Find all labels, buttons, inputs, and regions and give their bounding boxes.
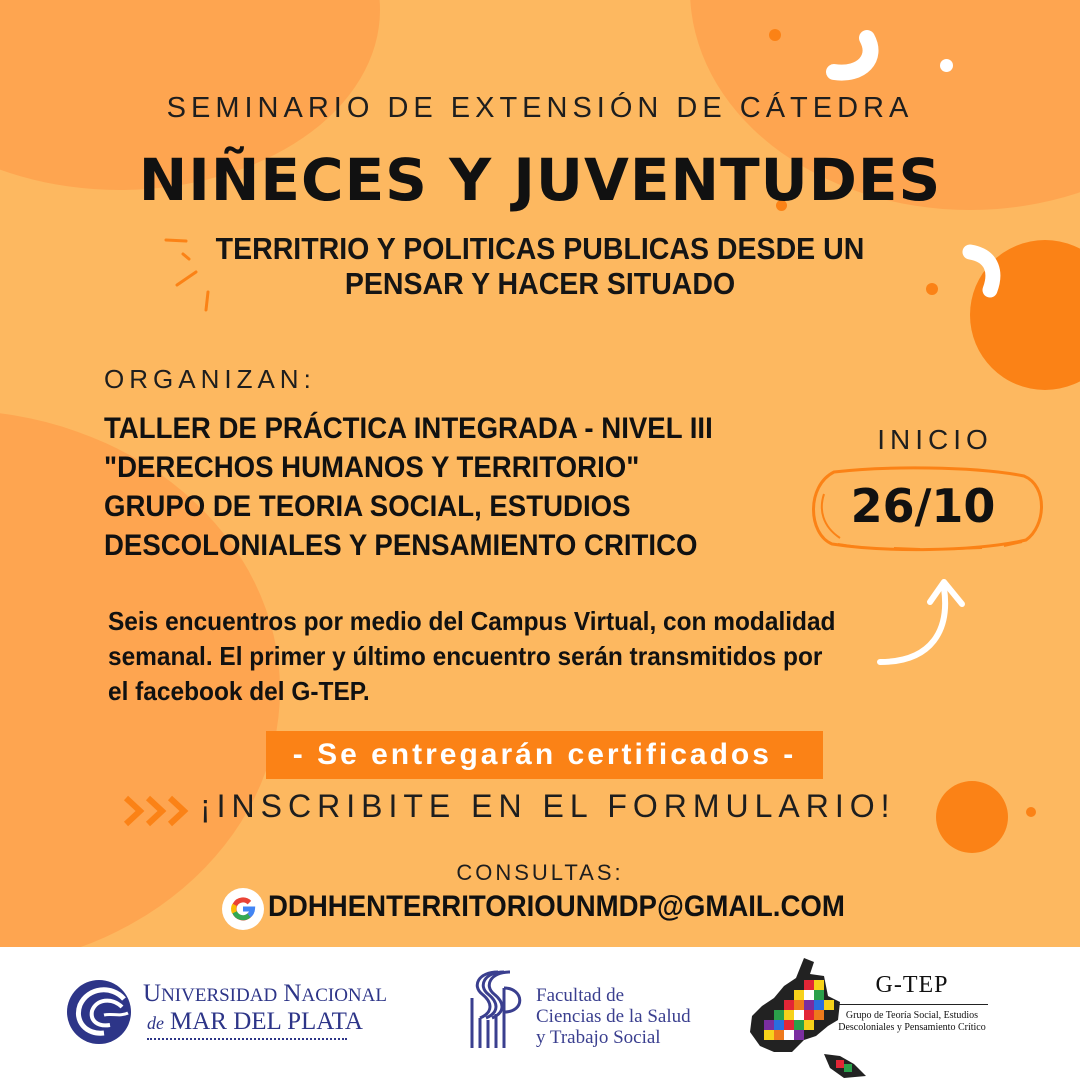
unmdp-word: ACIONAL [301,985,387,1006]
squiggle-icon [812,28,884,90]
decor-dot [940,59,953,72]
subtitle-line: TERRITRIO Y POLITICAS PUBLICAS DESDE UN [215,231,865,266]
certificates-banner: - Se entregarán certificados - [266,731,823,779]
gtep-description-line: Descoloniales y Pensamiento Crítico [838,1022,986,1033]
description-line: Seis encuentros por medio del Campus Virtual, con modalidad [108,606,836,636]
decor-dot [769,29,781,41]
chevrons-icon [122,794,194,828]
organizer-line: "DERECHOS HUMANOS Y TERRITORIO" [104,451,640,484]
contact-label: CONSULTAS: [456,860,624,885]
unmdp-city-line [147,1008,387,1036]
event-subtitle [43,231,1037,301]
gtep-divider [836,1004,988,1005]
subtitle-line: PENSAR Y HACER SITUADO [344,266,736,301]
faculty-line: Facultad de [536,985,625,1006]
unmdp-dotted-rule [147,1038,347,1040]
event-kicker: SEMINARIO DE EXTENSIÓN DE CÁTEDRA [166,92,914,124]
event-title: NIÑECES Y JUVENTUDES [138,146,942,214]
description-line: semanal. El primer y último encuentro serán transmitidos por [108,641,823,671]
faculty-line: Ciencias de la Salud [536,1006,691,1027]
gtep-description [826,1010,998,1034]
accent-circle [936,781,1008,853]
google-icon [222,888,264,930]
unmdp-initial: U [143,980,162,1007]
gtep-name: G-TEP [875,972,949,998]
unmdp-de: de [147,1013,164,1033]
faculty-name [536,985,691,1048]
curved-arrow-icon [872,570,972,670]
organizer-line: DESCOLONIALES Y PENSAMIENTO CRITICO [104,529,698,562]
faculty-line: y Trabajo Social [536,1027,661,1048]
organizer-line: GRUPO DE TEORIA SOCIAL, ESTUDIOS [104,490,631,523]
signup-call-to-action: ¡INSCRIBITE EN EL FORMULARIO! [200,788,896,824]
unmdp-city: MAR DEL PLATA [170,1008,363,1035]
unmdp-initial: N [283,980,302,1007]
description-line: el facebook del G-TEP. [108,676,370,706]
organizer-line: TALLER DE PRÁCTICA INTEGRADA - NIVEL III [104,412,713,445]
unmdp-logo-icon [64,977,134,1047]
decor-dot [1026,807,1036,817]
unmdp-word: NIVERSIDAD [161,985,278,1006]
start-label: INICIO [877,424,993,455]
faculty-logo-icon [468,968,530,1050]
gtep-description-line: Grupo de Teoría Social, Estudios [845,1010,979,1021]
contact-email[interactable]: DDHHENTERRITORIOUNMDP@GMAIL.COM [268,890,845,923]
organizers-label: ORGANIZAN: [104,364,316,394]
organizers-list [104,409,748,565]
event-description [108,604,879,709]
start-date: 26/10 [850,479,996,533]
unmdp-name-line [143,980,387,1008]
unmdp-name [143,980,387,1036]
